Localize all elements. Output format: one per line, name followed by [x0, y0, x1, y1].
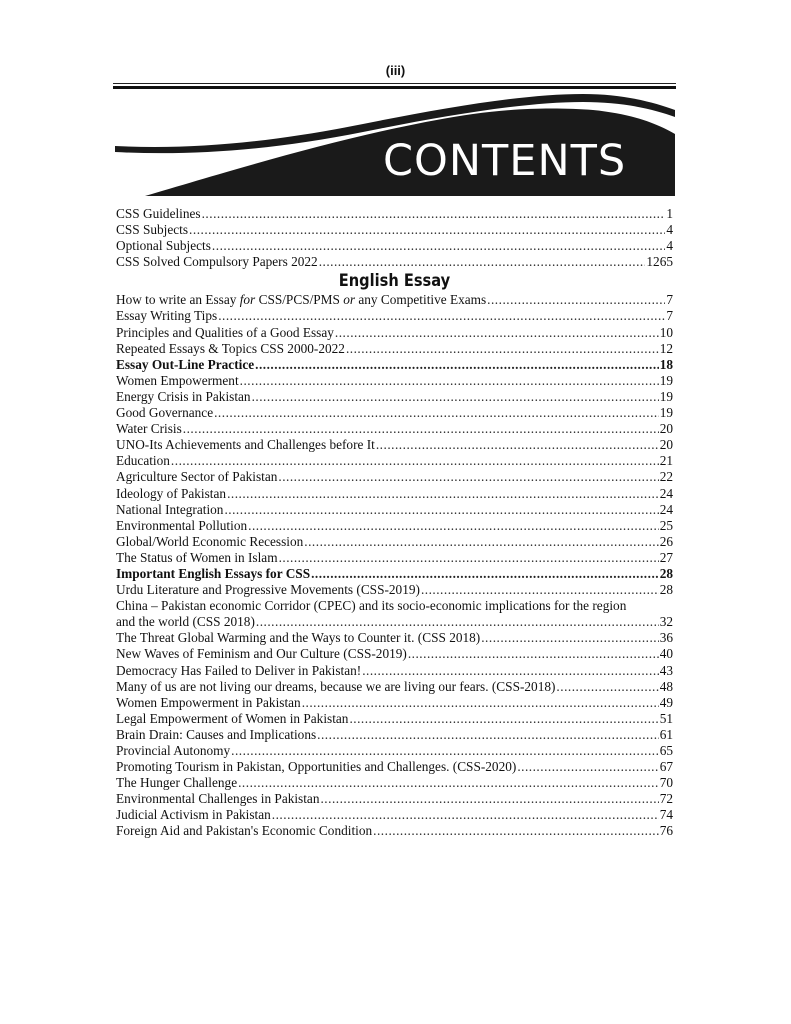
toc-entry-page: 72 [659, 791, 673, 807]
dot-leader [311, 566, 659, 582]
toc-entry-title: UNO-Its Achievements and Challenges before It [116, 437, 375, 453]
toc-entry-page: 19 [659, 405, 673, 421]
dot-leader [272, 807, 659, 823]
title-part: any Competitive Exams [355, 292, 487, 308]
toc-entry-page: 61 [659, 726, 673, 742]
toc-entry[interactable] [116, 759, 673, 775]
toc-entry-title: New Waves of Feminism and Our Culture (CSS-2019) [116, 646, 407, 662]
toc-entry-page: 76 [659, 823, 673, 839]
toc-entry-title: Ideology of Pakistan [116, 485, 227, 501]
toc-entry-title: Essay Writing Tips [116, 308, 218, 324]
dot-leader [421, 582, 659, 598]
toc-entry-title: CSS Subjects [116, 222, 189, 238]
toc-entry[interactable] [116, 566, 673, 582]
dot-leader [481, 630, 658, 646]
toc-entry[interactable] [116, 437, 673, 453]
dot-leader [320, 791, 658, 807]
toc-entry-title: Urdu Literature and Progressive Movements (CSS-2019) [116, 582, 420, 598]
toc-entry[interactable] [116, 695, 673, 711]
toc-entry[interactable] [116, 405, 673, 421]
dot-leader [256, 614, 659, 630]
toc-entry[interactable] [116, 646, 673, 662]
toc-entry-title: Women Empowerment in Pakistan [116, 694, 301, 710]
toc-entry[interactable] [116, 222, 673, 238]
toc-entry[interactable] [116, 679, 673, 695]
toc-entry-page: 22 [659, 469, 673, 485]
toc-entry-title: Democracy Has Failed to Deliver in Pakistan! [116, 662, 362, 678]
section-heading-english-essay: English Essay [338, 271, 451, 292]
toc-entry-page: 18 [659, 356, 673, 372]
dot-leader [376, 437, 659, 453]
dot-leader [214, 405, 659, 421]
toc-entry[interactable] [116, 292, 673, 308]
toc-entry-page: 1 [666, 206, 673, 221]
toc-entry-line1 [116, 598, 673, 614]
dot-leader [255, 357, 659, 373]
toc-entry-title: The Threat Global Warming and the Ways to Counter it. (CSS 2018) [116, 630, 481, 646]
toc-entry[interactable] [116, 325, 673, 341]
toc-entry[interactable] [116, 663, 673, 679]
dot-leader [556, 679, 658, 695]
toc-entry-page: 1265 [646, 254, 673, 270]
dot-leader [373, 823, 659, 839]
page-number: (iii) [385, 63, 406, 78]
dot-leader [408, 646, 659, 662]
dot-leader [224, 502, 658, 518]
toc-entry[interactable] [116, 823, 673, 839]
toc-entry-title: Promoting Tourism in Pakistan, Opportunities and Challenges. (CSS-2020) [116, 759, 517, 775]
toc-entry-title: Important English Essays for CSS [116, 565, 311, 581]
toc-entry-page: 49 [659, 694, 673, 710]
toc-entry-title: Provincial Autonomy [116, 743, 231, 758]
dot-leader [362, 663, 659, 679]
toc-entry-wrapped[interactable] [116, 598, 673, 630]
toc-entry[interactable] [116, 254, 673, 270]
toc-entry-title [116, 292, 487, 308]
dot-leader [487, 292, 665, 308]
dot-leader [319, 254, 646, 270]
toc-entry[interactable] [116, 550, 673, 566]
toc-entry[interactable] [116, 469, 673, 485]
toc-entry[interactable] [116, 486, 673, 502]
toc-entry[interactable] [116, 389, 673, 405]
toc-entry-page: 28 [659, 565, 673, 581]
toc-entry-page: 7 [666, 308, 673, 324]
toc-entry-title: Environmental Pollution [116, 517, 248, 533]
toc-entry-line2 [116, 614, 673, 630]
toc-entry-page: 36 [659, 630, 673, 646]
toc-entry[interactable] [116, 206, 673, 222]
toc-entry[interactable] [116, 630, 673, 646]
toc-entry-title: Education [116, 453, 170, 469]
toc-entry-page: 51 [659, 710, 673, 726]
toc-entry-page: 21 [659, 453, 673, 469]
toc-entry-page: 70 [659, 775, 673, 791]
toc-entry[interactable] [116, 502, 673, 518]
dot-leader [212, 238, 665, 254]
title-part-italic: for [239, 292, 256, 308]
toc-entry-title: National Integration [116, 501, 224, 517]
toc-entry-page: 12 [659, 340, 673, 356]
toc-entry-page: 24 [659, 485, 673, 501]
toc-entry-title: Good Governance [116, 405, 214, 421]
toc-entry-title: Environmental Challenges in Pakistan [116, 791, 320, 807]
toc-entry-title: Brain Drain: Causes and Implications [116, 726, 317, 742]
toc-entry-page: 4 [666, 222, 673, 238]
dot-leader [279, 550, 659, 566]
toc-entry[interactable] [116, 308, 673, 324]
toc-entry-title: Women Empowerment [116, 372, 239, 388]
toc-entry-title: Many of us are not living our dreams, because we are living our fears. (CSS-2018) [116, 678, 556, 694]
toc-entry[interactable] [116, 743, 673, 759]
toc-entry-title: Judicial Activism in Pakistan [116, 807, 271, 823]
toc-entry-page: 4 [666, 238, 673, 254]
dot-leader [240, 373, 659, 389]
toc-entry-title: and the world (CSS 2018) [116, 614, 255, 630]
toc-entry-title: The Status of Women in Islam [116, 549, 278, 565]
toc-entry-page: 74 [659, 807, 673, 823]
toc-entry-page: 40 [659, 646, 673, 662]
dot-leader [227, 486, 659, 502]
toc-entry[interactable] [116, 357, 673, 373]
dot-leader [335, 325, 659, 341]
toc-entry-title: The Hunger Challenge [116, 775, 238, 791]
toc-entry-page: 67 [659, 759, 673, 775]
dot-leader [218, 308, 665, 324]
toc-entry-title: Energy Crisis in Pakistan [116, 388, 251, 404]
header-rule-thick [113, 86, 676, 89]
toc-entry-title: Optional Subjects [116, 238, 211, 254]
title-part-italic: or [343, 292, 356, 308]
toc-entry-title: CSS Guidelines [116, 206, 201, 221]
toc-entry-title: Essay Out-Line Practice [116, 356, 255, 372]
dot-leader [202, 206, 666, 222]
toc-entry[interactable] [116, 238, 673, 254]
dot-leader [302, 695, 659, 711]
toc-entry-page: 20 [659, 437, 673, 453]
toc-entry-title: Repeated Essays & Topics CSS 2000-2022 [116, 340, 345, 356]
dot-leader [346, 341, 659, 357]
toc-entry-page: 7 [666, 292, 673, 308]
toc-entry-title: Legal Empowerment of Women in Pakistan [116, 710, 349, 726]
toc-entry-page: 19 [659, 388, 673, 404]
toc-entry-page: 19 [659, 372, 673, 388]
toc-entry-page: 32 [659, 614, 673, 630]
dot-leader [349, 711, 658, 727]
dot-leader [317, 727, 659, 743]
dot-leader [517, 759, 658, 775]
toc-entry[interactable] [116, 807, 673, 823]
toc-entry[interactable] [116, 518, 673, 534]
table-of-contents [116, 206, 673, 840]
toc-entry[interactable] [116, 711, 673, 727]
banner-title: CONTENTS [383, 136, 627, 186]
toc-entry[interactable] [116, 421, 673, 437]
toc-entry-page: 65 [659, 743, 673, 758]
dot-leader [189, 222, 665, 238]
toc-entry-page: 20 [659, 421, 673, 437]
toc-entry-title: Foreign Aid and Pakistan's Economic Condition [116, 823, 373, 839]
toc-entry-page: 27 [659, 549, 673, 565]
dot-leader [171, 453, 659, 469]
header-rule-thin [113, 83, 676, 84]
toc-entry[interactable] [116, 727, 673, 743]
dot-leader [183, 421, 659, 437]
toc-entry-page: 10 [659, 324, 673, 340]
toc-entry-title: Water Crisis [116, 421, 182, 437]
toc-entry[interactable] [116, 453, 673, 469]
dot-leader [238, 775, 659, 791]
toc-entry-page: 28 [659, 582, 673, 598]
toc-entry[interactable] [116, 341, 673, 357]
toc-entry-title: Agriculture Sector of Pakistan [116, 469, 278, 485]
toc-entry-title: China – Pakistan economic Corridor (CPEC) and its socio-economic implications for the region [116, 598, 627, 614]
toc-entry[interactable] [116, 534, 673, 550]
toc-entry[interactable] [116, 775, 673, 791]
toc-entry-page: 43 [659, 662, 673, 678]
title-part: CSS/PCS/PMS [255, 292, 344, 308]
toc-entry-title: Principles and Qualities of a Good Essay [116, 324, 334, 340]
dot-leader [252, 389, 659, 405]
toc-entry-page: 26 [659, 533, 673, 549]
toc-entry[interactable] [116, 791, 673, 807]
toc-entry-page: 24 [659, 501, 673, 517]
toc-entry-page: 48 [659, 678, 673, 694]
title-part: How to write an Essay [116, 292, 240, 308]
toc-entry-title: CSS Solved Compulsory Papers 2022 [116, 254, 318, 270]
toc-entry[interactable] [116, 582, 673, 598]
contents-banner [113, 90, 676, 196]
dot-leader [278, 469, 658, 485]
dot-leader [231, 743, 659, 759]
dot-leader [304, 534, 658, 550]
dot-leader [248, 518, 659, 534]
toc-entry-page: 25 [659, 517, 673, 533]
toc-entry-title: Global/World Economic Recession [116, 533, 304, 549]
toc-entry[interactable] [116, 373, 673, 389]
